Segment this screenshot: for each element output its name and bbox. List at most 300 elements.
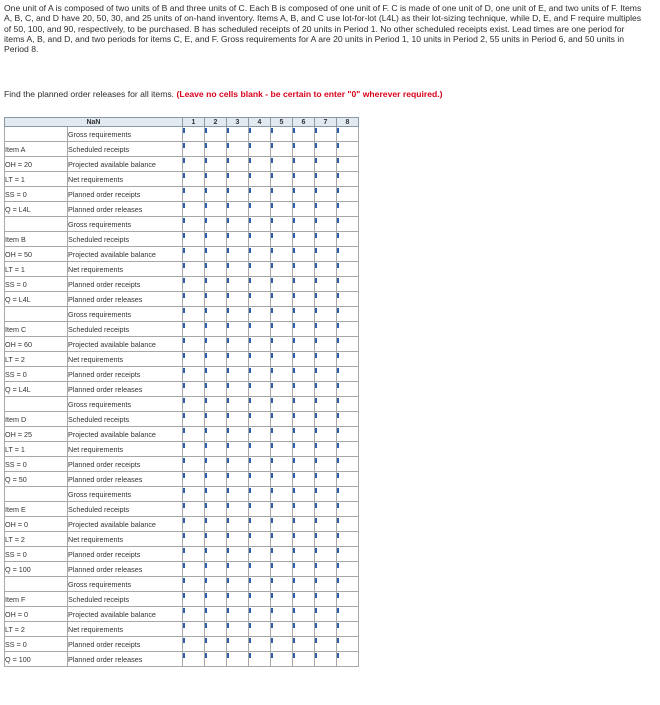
answer-input[interactable] (183, 607, 204, 621)
answer-input[interactable] (271, 562, 292, 576)
answer-input[interactable] (337, 307, 358, 321)
answer-cell[interactable] (227, 292, 249, 307)
answer-cell[interactable] (315, 457, 337, 472)
answer-input[interactable] (271, 427, 292, 441)
answer-cell[interactable] (183, 562, 205, 577)
answer-cell[interactable] (337, 577, 359, 592)
answer-cell[interactable] (227, 277, 249, 292)
answer-cell[interactable] (227, 577, 249, 592)
answer-input[interactable] (293, 622, 314, 636)
answer-input[interactable] (315, 142, 336, 156)
answer-input[interactable] (315, 652, 336, 666)
answer-input[interactable] (183, 397, 204, 411)
answer-cell[interactable] (315, 637, 337, 652)
answer-cell[interactable] (337, 427, 359, 442)
answer-input[interactable] (293, 592, 314, 606)
answer-input[interactable] (227, 472, 248, 486)
answer-cell[interactable] (249, 457, 271, 472)
answer-cell[interactable] (249, 307, 271, 322)
answer-input[interactable] (205, 622, 226, 636)
answer-input[interactable] (315, 382, 336, 396)
answer-input[interactable] (183, 127, 204, 141)
answer-input[interactable] (337, 547, 358, 561)
answer-cell[interactable] (337, 412, 359, 427)
answer-cell[interactable] (205, 142, 227, 157)
answer-input[interactable] (271, 442, 292, 456)
answer-cell[interactable] (205, 172, 227, 187)
answer-cell[interactable] (249, 427, 271, 442)
answer-cell[interactable] (315, 622, 337, 637)
answer-input[interactable] (205, 547, 226, 561)
answer-input[interactable] (249, 352, 270, 366)
answer-input[interactable] (337, 412, 358, 426)
answer-input[interactable] (315, 367, 336, 381)
answer-input[interactable] (205, 247, 226, 261)
answer-input[interactable] (271, 487, 292, 501)
answer-cell[interactable] (271, 442, 293, 457)
answer-input[interactable] (249, 502, 270, 516)
answer-cell[interactable] (249, 502, 271, 517)
answer-cell[interactable] (205, 337, 227, 352)
answer-input[interactable] (337, 157, 358, 171)
answer-cell[interactable] (205, 442, 227, 457)
answer-cell[interactable] (315, 382, 337, 397)
answer-input[interactable] (271, 232, 292, 246)
answer-input[interactable] (205, 592, 226, 606)
answer-input[interactable] (249, 367, 270, 381)
answer-input[interactable] (315, 127, 336, 141)
answer-input[interactable] (337, 337, 358, 351)
answer-input[interactable] (271, 517, 292, 531)
answer-input[interactable] (249, 157, 270, 171)
answer-input[interactable] (337, 232, 358, 246)
answer-input[interactable] (293, 502, 314, 516)
answer-cell[interactable] (183, 382, 205, 397)
answer-input[interactable] (315, 307, 336, 321)
answer-input[interactable] (315, 262, 336, 276)
answer-input[interactable] (205, 652, 226, 666)
answer-cell[interactable] (183, 337, 205, 352)
answer-input[interactable] (205, 472, 226, 486)
answer-input[interactable] (293, 397, 314, 411)
answer-input[interactable] (315, 322, 336, 336)
answer-input[interactable] (205, 457, 226, 471)
answer-cell[interactable] (337, 487, 359, 502)
answer-input[interactable] (271, 577, 292, 591)
answer-cell[interactable] (227, 142, 249, 157)
answer-cell[interactable] (293, 607, 315, 622)
answer-input[interactable] (337, 487, 358, 501)
answer-cell[interactable] (271, 517, 293, 532)
answer-cell[interactable] (205, 487, 227, 502)
answer-input[interactable] (293, 607, 314, 621)
answer-cell[interactable] (183, 172, 205, 187)
answer-cell[interactable] (249, 532, 271, 547)
answer-input[interactable] (205, 412, 226, 426)
answer-cell[interactable] (227, 517, 249, 532)
answer-cell[interactable] (227, 262, 249, 277)
answer-input[interactable] (271, 217, 292, 231)
answer-input[interactable] (271, 292, 292, 306)
answer-input[interactable] (271, 247, 292, 261)
answer-input[interactable] (183, 532, 204, 546)
answer-input[interactable] (337, 142, 358, 156)
answer-cell[interactable] (227, 637, 249, 652)
answer-cell[interactable] (227, 382, 249, 397)
answer-input[interactable] (337, 217, 358, 231)
answer-cell[interactable] (227, 352, 249, 367)
answer-input[interactable] (183, 367, 204, 381)
answer-cell[interactable] (315, 547, 337, 562)
answer-cell[interactable] (337, 202, 359, 217)
answer-cell[interactable] (293, 517, 315, 532)
answer-cell[interactable] (205, 157, 227, 172)
answer-input[interactable] (205, 577, 226, 591)
answer-input[interactable] (205, 637, 226, 651)
answer-input[interactable] (293, 637, 314, 651)
answer-input[interactable] (293, 472, 314, 486)
answer-input[interactable] (183, 487, 204, 501)
answer-input[interactable] (337, 247, 358, 261)
answer-input[interactable] (183, 502, 204, 516)
answer-input[interactable] (183, 592, 204, 606)
answer-cell[interactable] (293, 412, 315, 427)
answer-input[interactable] (227, 487, 248, 501)
answer-cell[interactable] (183, 142, 205, 157)
answer-cell[interactable] (227, 562, 249, 577)
answer-cell[interactable] (249, 172, 271, 187)
answer-input[interactable] (315, 487, 336, 501)
answer-input[interactable] (227, 412, 248, 426)
answer-input[interactable] (227, 277, 248, 291)
answer-cell[interactable] (337, 262, 359, 277)
answer-cell[interactable] (227, 427, 249, 442)
answer-input[interactable] (293, 562, 314, 576)
answer-input[interactable] (249, 322, 270, 336)
answer-input[interactable] (315, 337, 336, 351)
answer-input[interactable] (249, 172, 270, 186)
answer-cell[interactable] (315, 172, 337, 187)
answer-input[interactable] (337, 127, 358, 141)
answer-input[interactable] (249, 607, 270, 621)
answer-cell[interactable] (271, 652, 293, 667)
answer-input[interactable] (337, 187, 358, 201)
answer-input[interactable] (293, 232, 314, 246)
answer-input[interactable] (271, 592, 292, 606)
answer-cell[interactable] (315, 577, 337, 592)
answer-cell[interactable] (315, 367, 337, 382)
answer-cell[interactable] (227, 232, 249, 247)
answer-cell[interactable] (293, 427, 315, 442)
answer-cell[interactable] (249, 142, 271, 157)
answer-cell[interactable] (337, 322, 359, 337)
answer-cell[interactable] (227, 592, 249, 607)
answer-cell[interactable] (293, 562, 315, 577)
answer-cell[interactable] (249, 367, 271, 382)
answer-cell[interactable] (183, 367, 205, 382)
answer-input[interactable] (227, 502, 248, 516)
answer-cell[interactable] (271, 157, 293, 172)
answer-cell[interactable] (183, 232, 205, 247)
answer-input[interactable] (315, 202, 336, 216)
answer-input[interactable] (315, 187, 336, 201)
answer-input[interactable] (315, 172, 336, 186)
answer-cell[interactable] (227, 187, 249, 202)
answer-input[interactable] (183, 427, 204, 441)
answer-cell[interactable] (205, 502, 227, 517)
answer-cell[interactable] (227, 202, 249, 217)
answer-input[interactable] (271, 382, 292, 396)
answer-cell[interactable] (315, 397, 337, 412)
answer-input[interactable] (315, 232, 336, 246)
answer-cell[interactable] (249, 277, 271, 292)
answer-cell[interactable] (293, 247, 315, 262)
answer-cell[interactable] (337, 142, 359, 157)
answer-cell[interactable] (293, 232, 315, 247)
answer-input[interactable] (249, 487, 270, 501)
answer-cell[interactable] (315, 562, 337, 577)
answer-cell[interactable] (337, 397, 359, 412)
answer-cell[interactable] (205, 562, 227, 577)
answer-input[interactable] (205, 487, 226, 501)
answer-cell[interactable] (293, 292, 315, 307)
answer-cell[interactable] (205, 367, 227, 382)
answer-input[interactable] (315, 532, 336, 546)
answer-input[interactable] (205, 337, 226, 351)
answer-cell[interactable] (249, 292, 271, 307)
answer-input[interactable] (183, 622, 204, 636)
answer-input[interactable] (337, 502, 358, 516)
answer-input[interactable] (227, 562, 248, 576)
answer-cell[interactable] (249, 127, 271, 142)
answer-input[interactable] (271, 307, 292, 321)
answer-cell[interactable] (183, 397, 205, 412)
answer-cell[interactable] (271, 352, 293, 367)
answer-input[interactable] (271, 127, 292, 141)
answer-input[interactable] (227, 622, 248, 636)
answer-cell[interactable] (183, 607, 205, 622)
answer-cell[interactable] (183, 187, 205, 202)
answer-input[interactable] (249, 622, 270, 636)
answer-cell[interactable] (293, 637, 315, 652)
answer-cell[interactable] (293, 592, 315, 607)
answer-cell[interactable] (227, 127, 249, 142)
answer-cell[interactable] (293, 622, 315, 637)
answer-input[interactable] (183, 382, 204, 396)
answer-input[interactable] (271, 367, 292, 381)
answer-input[interactable] (227, 607, 248, 621)
answer-cell[interactable] (293, 262, 315, 277)
answer-cell[interactable] (337, 592, 359, 607)
answer-input[interactable] (227, 517, 248, 531)
answer-cell[interactable] (337, 547, 359, 562)
answer-input[interactable] (249, 202, 270, 216)
answer-cell[interactable] (271, 322, 293, 337)
answer-input[interactable] (315, 427, 336, 441)
answer-input[interactable] (227, 202, 248, 216)
answer-cell[interactable] (315, 472, 337, 487)
answer-input[interactable] (183, 442, 204, 456)
answer-input[interactable] (271, 142, 292, 156)
answer-input[interactable] (183, 292, 204, 306)
answer-input[interactable] (271, 472, 292, 486)
answer-input[interactable] (337, 427, 358, 441)
answer-cell[interactable] (183, 502, 205, 517)
answer-cell[interactable] (183, 442, 205, 457)
answer-input[interactable] (249, 307, 270, 321)
answer-input[interactable] (205, 442, 226, 456)
answer-cell[interactable] (271, 472, 293, 487)
answer-cell[interactable] (249, 487, 271, 502)
answer-input[interactable] (227, 382, 248, 396)
answer-cell[interactable] (271, 127, 293, 142)
answer-cell[interactable] (249, 517, 271, 532)
answer-input[interactable] (183, 262, 204, 276)
answer-input[interactable] (315, 562, 336, 576)
answer-cell[interactable] (271, 457, 293, 472)
answer-input[interactable] (249, 442, 270, 456)
answer-cell[interactable] (183, 457, 205, 472)
answer-input[interactable] (271, 352, 292, 366)
answer-cell[interactable] (249, 217, 271, 232)
answer-cell[interactable] (315, 187, 337, 202)
answer-cell[interactable] (227, 532, 249, 547)
answer-input[interactable] (337, 172, 358, 186)
answer-input[interactable] (315, 517, 336, 531)
answer-cell[interactable] (183, 247, 205, 262)
answer-cell[interactable] (227, 622, 249, 637)
answer-cell[interactable] (271, 202, 293, 217)
answer-cell[interactable] (205, 577, 227, 592)
answer-input[interactable] (337, 472, 358, 486)
answer-input[interactable] (293, 187, 314, 201)
answer-input[interactable] (249, 397, 270, 411)
answer-cell[interactable] (249, 577, 271, 592)
answer-input[interactable] (337, 262, 358, 276)
answer-input[interactable] (249, 472, 270, 486)
answer-cell[interactable] (271, 277, 293, 292)
answer-input[interactable] (205, 277, 226, 291)
answer-cell[interactable] (337, 232, 359, 247)
answer-cell[interactable] (249, 157, 271, 172)
answer-input[interactable] (271, 202, 292, 216)
answer-cell[interactable] (271, 337, 293, 352)
answer-input[interactable] (205, 367, 226, 381)
answer-cell[interactable] (183, 532, 205, 547)
answer-cell[interactable] (227, 172, 249, 187)
answer-input[interactable] (205, 382, 226, 396)
answer-cell[interactable] (315, 217, 337, 232)
answer-cell[interactable] (227, 307, 249, 322)
answer-input[interactable] (205, 307, 226, 321)
answer-input[interactable] (293, 202, 314, 216)
answer-input[interactable] (183, 277, 204, 291)
answer-input[interactable] (249, 127, 270, 141)
answer-cell[interactable] (249, 412, 271, 427)
answer-cell[interactable] (293, 652, 315, 667)
answer-input[interactable] (293, 517, 314, 531)
answer-cell[interactable] (183, 262, 205, 277)
answer-cell[interactable] (205, 322, 227, 337)
answer-input[interactable] (227, 187, 248, 201)
answer-cell[interactable] (337, 307, 359, 322)
answer-input[interactable] (293, 442, 314, 456)
answer-input[interactable] (227, 337, 248, 351)
answer-cell[interactable] (293, 142, 315, 157)
answer-input[interactable] (183, 352, 204, 366)
answer-input[interactable] (227, 367, 248, 381)
answer-input[interactable] (315, 412, 336, 426)
answer-cell[interactable] (205, 217, 227, 232)
answer-cell[interactable] (337, 562, 359, 577)
answer-cell[interactable] (227, 322, 249, 337)
answer-cell[interactable] (249, 352, 271, 367)
answer-input[interactable] (337, 352, 358, 366)
answer-cell[interactable] (315, 592, 337, 607)
answer-input[interactable] (337, 652, 358, 666)
answer-input[interactable] (205, 292, 226, 306)
answer-input[interactable] (249, 217, 270, 231)
answer-input[interactable] (315, 457, 336, 471)
answer-cell[interactable] (271, 577, 293, 592)
answer-input[interactable] (293, 367, 314, 381)
answer-cell[interactable] (205, 427, 227, 442)
answer-cell[interactable] (227, 502, 249, 517)
answer-cell[interactable] (315, 232, 337, 247)
answer-cell[interactable] (293, 187, 315, 202)
answer-cell[interactable] (271, 367, 293, 382)
answer-input[interactable] (227, 127, 248, 141)
answer-cell[interactable] (337, 127, 359, 142)
answer-cell[interactable] (205, 352, 227, 367)
answer-input[interactable] (337, 562, 358, 576)
answer-cell[interactable] (271, 247, 293, 262)
answer-input[interactable] (183, 232, 204, 246)
answer-input[interactable] (249, 247, 270, 261)
answer-input[interactable] (183, 577, 204, 591)
answer-input[interactable] (337, 442, 358, 456)
answer-cell[interactable] (249, 622, 271, 637)
answer-cell[interactable] (293, 577, 315, 592)
answer-input[interactable] (271, 547, 292, 561)
answer-cell[interactable] (205, 292, 227, 307)
answer-cell[interactable] (315, 142, 337, 157)
answer-input[interactable] (293, 382, 314, 396)
answer-cell[interactable] (183, 202, 205, 217)
answer-cell[interactable] (315, 127, 337, 142)
answer-cell[interactable] (183, 322, 205, 337)
answer-input[interactable] (271, 187, 292, 201)
answer-input[interactable] (249, 412, 270, 426)
answer-input[interactable] (293, 457, 314, 471)
answer-cell[interactable] (315, 442, 337, 457)
answer-input[interactable] (183, 187, 204, 201)
answer-cell[interactable] (271, 232, 293, 247)
answer-cell[interactable] (293, 397, 315, 412)
answer-input[interactable] (183, 322, 204, 336)
answer-input[interactable] (337, 397, 358, 411)
answer-cell[interactable] (337, 442, 359, 457)
answer-cell[interactable] (227, 412, 249, 427)
answer-input[interactable] (249, 277, 270, 291)
answer-input[interactable] (315, 622, 336, 636)
answer-input[interactable] (293, 247, 314, 261)
answer-cell[interactable] (183, 217, 205, 232)
answer-input[interactable] (271, 322, 292, 336)
answer-cell[interactable] (227, 487, 249, 502)
answer-cell[interactable] (205, 382, 227, 397)
answer-input[interactable] (205, 517, 226, 531)
